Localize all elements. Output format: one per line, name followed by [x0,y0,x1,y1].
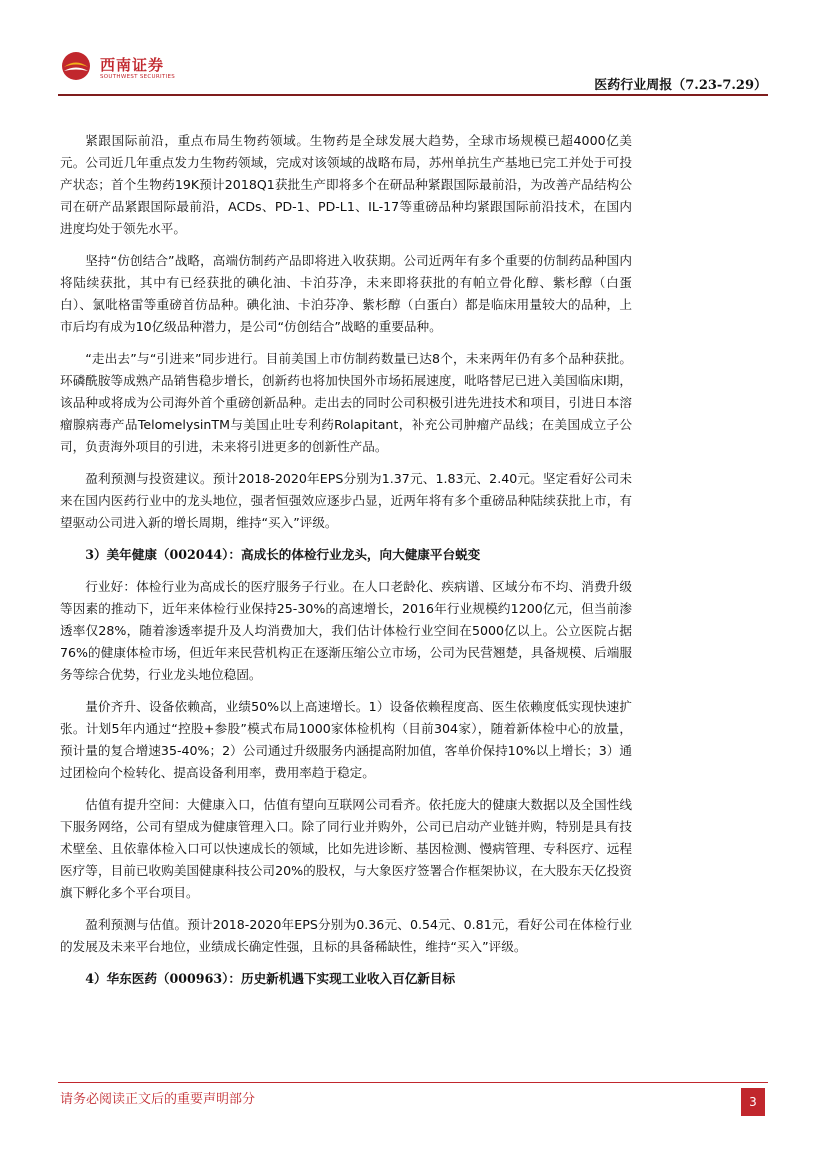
section-heading: 3）美年健康（002044）：高成长的体检行业龙头，向大健康平台蜕变 [85,547,481,562]
paragraph: 盈利预测与投资建议。预计2018-2020年EPS分别为1.37元、1.83元、2.40元。坚定看好公司未来在国内医药行业中的龙头地位，强者恒强效应逐步凸显，近两年将有多个重磅品种陆续获批上市，有望驱动公司进入新的增长周期，维持“买入”评级。 [60,471,632,530]
paragraph: 量价齐升、设备依赖高，业绩50%以上高速增长。1）设备依赖程度高、医生依赖度低实现快速扩张。计划5年内通过“控股+参股”模式布局1000家体检机构（目前304家），随着新体检中心的放量，预计量的复合增速35-40%；2）公司通过升级服务内涵提高附加值，客单价保持10%以上增长；3）通过团检向个检转化、提高设备利用率，费用率趋于稳定。 [60,699,632,780]
main-content [60,130,632,1000]
paragraph: 坚持“仿创结合”战略，高端仿制药产品即将进入收获期。公司近两年有多个重要的仿制药品种国内将陆续获批，其中有已经获批的碘化油、卡泊芬净，未来即将获批的有帕立骨化醇、紫杉醇（白蛋白）、氯吡格雷等重磅首仿品种。碘化油、卡泊芬净、紫杉醇（白蛋白）都是临床用量较大的品种，上市后均有成为10亿级品种潜力，是公司“仿创结合”战略的重要品种。 [60,253,632,334]
paragraph: 紧跟国际前沿，重点布局生物药领域。生物药是全球发展大趋势，全球市场规模已超4000亿美元。公司近几年重点发力生物药领域，完成对该领域的战略布局，苏州单抗生产基地已完工并处于可投产状态；首个生物药19K预计2018Q1获批生产即将多个在研品种紧跟国际最前沿，为改善产品结构公司在研产品紧跟国际最前沿，ACDs、PD-1、PD-L1、IL-17等重磅品种均紧跟国际前沿技术，在国内进度均处于领先水平。 [60,133,632,236]
report-title: 医药行业周报（7.23-7.29） [594,78,767,93]
section-heading: 4）华东医药（000963）：历史新机遇下实现工业收入百亿新目标 [85,971,456,986]
page-number: 3 [741,1088,765,1116]
header-divider [58,94,768,96]
logo-text-en: SOUTHWEST SECURITIES [100,74,176,80]
paragraph: “走出去”与“引进来”同步进行。目前美国上市仿制药数量已达8个，未来两年仍有多个品种获批。环磷酰胺等成熟产品销售稳步增长，创新药也将加快国外市场拓展速度，吡咯替尼已进入美国临床I期，该品种或将成为公司海外首个重磅创新品种。走出去的同时公司积极引进先进技术和项目，引进日本溶瘤腺病毒产品TelomelysinTM与美国止吐专利药Rolapitant，补充公司肿瘤产品线；在美国成立子公司，负责海外项目的引进，未来将引进更多的创新性产品。 [60,351,632,454]
footer-disclaimer: 请务必阅读正文后的重要声明部分 [60,1092,256,1107]
logo-text-cn: 西南证券 [100,56,165,74]
paragraph: 估值有提升空间：大健康入口，估值有望向互联网公司看齐。依托庞大的健康大数据以及全国性线下服务网络，公司有望成为健康管理入口。除了同行业并购外，公司已启动产业链并购，特别是具有技术壁垒、且依靠体检入口可以快速成长的领域，比如先进诊断、基因检测、慢病管理、专科医疗、远程医疗等，目前已收购美国健康科技公司20%的股权，与大象医疗签署合作框架协议，在大股东天亿投资旗下孵化多个平台项目。 [60,797,632,900]
logo-emblem-icon [60,50,92,82]
footer-divider [58,1082,768,1083]
paragraph: 行业好：体检行业为高成长的医疗服务子行业。在人口老龄化、疾病谱、区域分布不均、消费升级等因素的推动下，近年来体检行业保持25-30%的高速增长，2016年行业规模约1200亿元，但当前渗透率仅28%，随着渗透率提升及人均消费加大，我们估计体检行业空间在5000亿以上。公立医院占据76%的健康体检市场，但近年来民营机构正在逐渐压缩公立市场，公司为民营翘楚，具备规模、后端服务等综合优势，行业龙头地位稳固。 [60,579,632,682]
company-logo [60,50,210,86]
paragraph: 盈利预测与估值。预计2018-2020年EPS分别为0.36元、0.54元、0.81元，看好公司在体检行业的发展及未来平台地位，业绩成长确定性强，且标的具备稀缺性，维持“买入”评级。 [60,917,632,954]
